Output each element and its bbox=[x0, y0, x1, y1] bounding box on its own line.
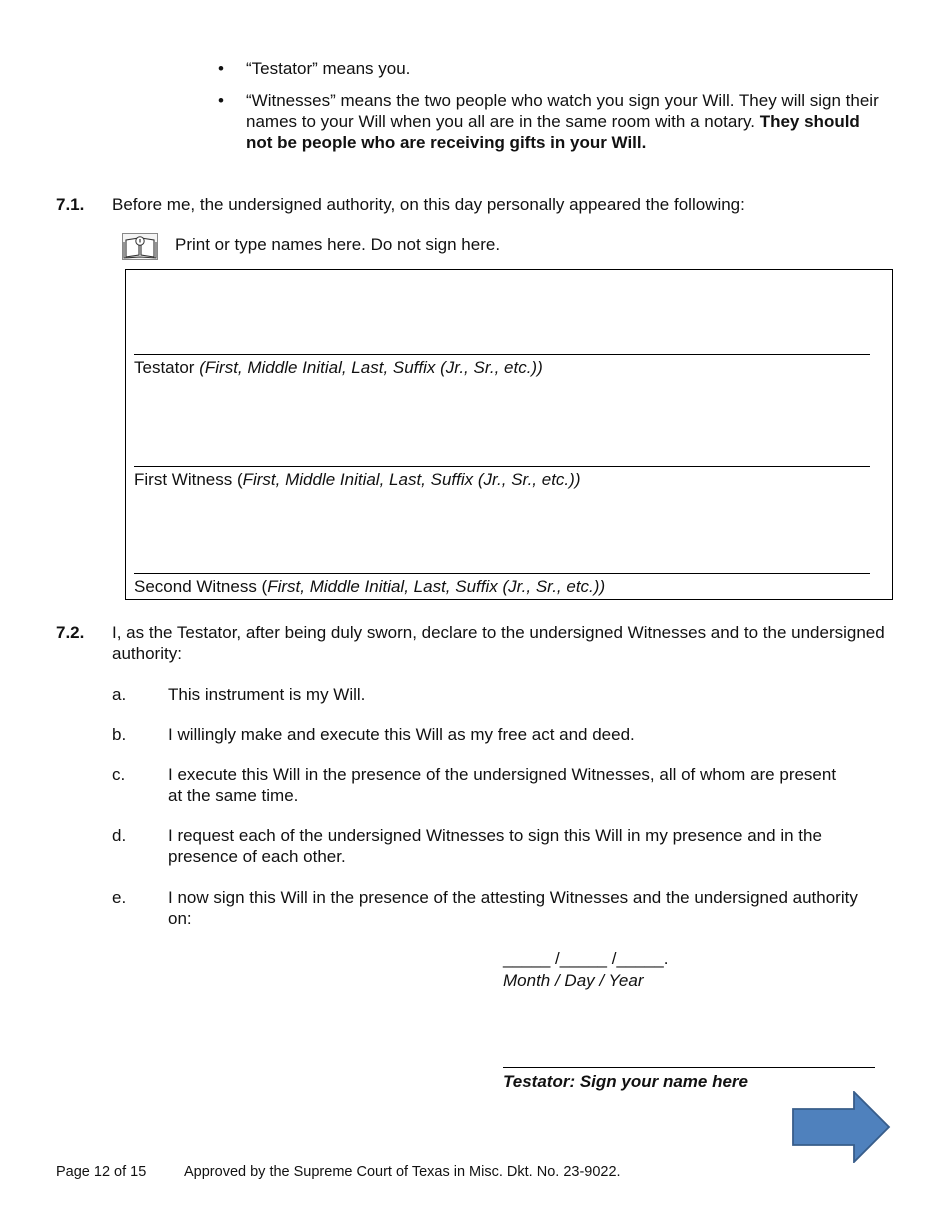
field-label: Testator bbox=[134, 358, 195, 377]
item-letter: c. bbox=[112, 765, 126, 784]
page-number: Page 12 of 15 bbox=[56, 1164, 147, 1180]
definition-body: “Witnesses” means the two people who watch you sign your Will. They will sign their names to your Will when you all are in the same room with a notary. bbox=[246, 91, 879, 131]
bullet-dot: • bbox=[218, 91, 224, 110]
first-witness-name-label bbox=[134, 469, 580, 490]
item-text: This instrument is my Will. bbox=[168, 685, 366, 704]
field-label: First Witness ( bbox=[134, 470, 243, 489]
item-letter: d. bbox=[112, 826, 127, 845]
definition-warning: They should not be people who are receiving gifts in your Will. bbox=[246, 112, 860, 152]
book-info-icon bbox=[122, 233, 158, 260]
item-letter: e. bbox=[112, 888, 127, 907]
field-hint: First, Middle Initial, Last, Suffix (Jr., Sr., etc.)) bbox=[242, 470, 581, 489]
names-box bbox=[125, 269, 893, 600]
item-text: I request each of the undersigned Witnesses to sign this Will in my presence and in the presence of each other. bbox=[168, 826, 822, 866]
definition-text: “Testator” means you. bbox=[246, 59, 411, 78]
signature-label: Testator: Sign your name here bbox=[503, 1072, 748, 1091]
section-number: 7.1. bbox=[56, 195, 85, 214]
bullet-dot: • bbox=[218, 59, 224, 78]
first-witness-name-line[interactable] bbox=[134, 466, 870, 467]
field-label: Second Witness ( bbox=[134, 577, 268, 596]
testator-name-line[interactable] bbox=[134, 354, 870, 355]
testator-name-label bbox=[134, 357, 543, 378]
second-witness-name-label bbox=[134, 576, 605, 597]
date-label: Month / Day / Year bbox=[503, 971, 644, 990]
field-hint: First, Middle Initial, Last, Suffix (Jr., Sr., etc.)) bbox=[267, 577, 606, 596]
date-blank[interactable]: _____ /_____ /_____. bbox=[503, 949, 669, 968]
instruction-text: Print or type names here. Do not sign here. bbox=[175, 235, 501, 254]
item-text: I now sign this Will in the presence of the attesting Witnesses and the undersigned authority on: bbox=[168, 888, 858, 928]
item-text: I willingly make and execute this Will as my free act and deed. bbox=[168, 725, 635, 744]
item-text: I execute this Will in the presence of the undersigned Witnesses, all of whom are present at the same time. bbox=[168, 765, 837, 805]
section-text: I, as the Testator, after being duly sworn, declare to the undersigned Witnesses and to the undersigned authority: bbox=[112, 623, 885, 663]
field-hint: (First, Middle Initial, Last, Suffix (Jr., Sr., etc.)) bbox=[199, 358, 543, 377]
second-witness-name-line[interactable] bbox=[134, 573, 870, 574]
next-page-arrow-icon[interactable] bbox=[791, 1091, 891, 1163]
section-text: Before me, the undersigned authority, on this day personally appeared the following: bbox=[112, 195, 745, 214]
approval-note: Approved by the Supreme Court of Texas in Misc. Dkt. No. 23-9022. bbox=[184, 1164, 621, 1180]
item-letter: b. bbox=[112, 725, 127, 744]
testator-signature-line[interactable] bbox=[503, 1067, 875, 1068]
section-number: 7.2. bbox=[56, 623, 85, 642]
item-letter: a. bbox=[112, 685, 127, 704]
definition-text bbox=[246, 90, 886, 153]
